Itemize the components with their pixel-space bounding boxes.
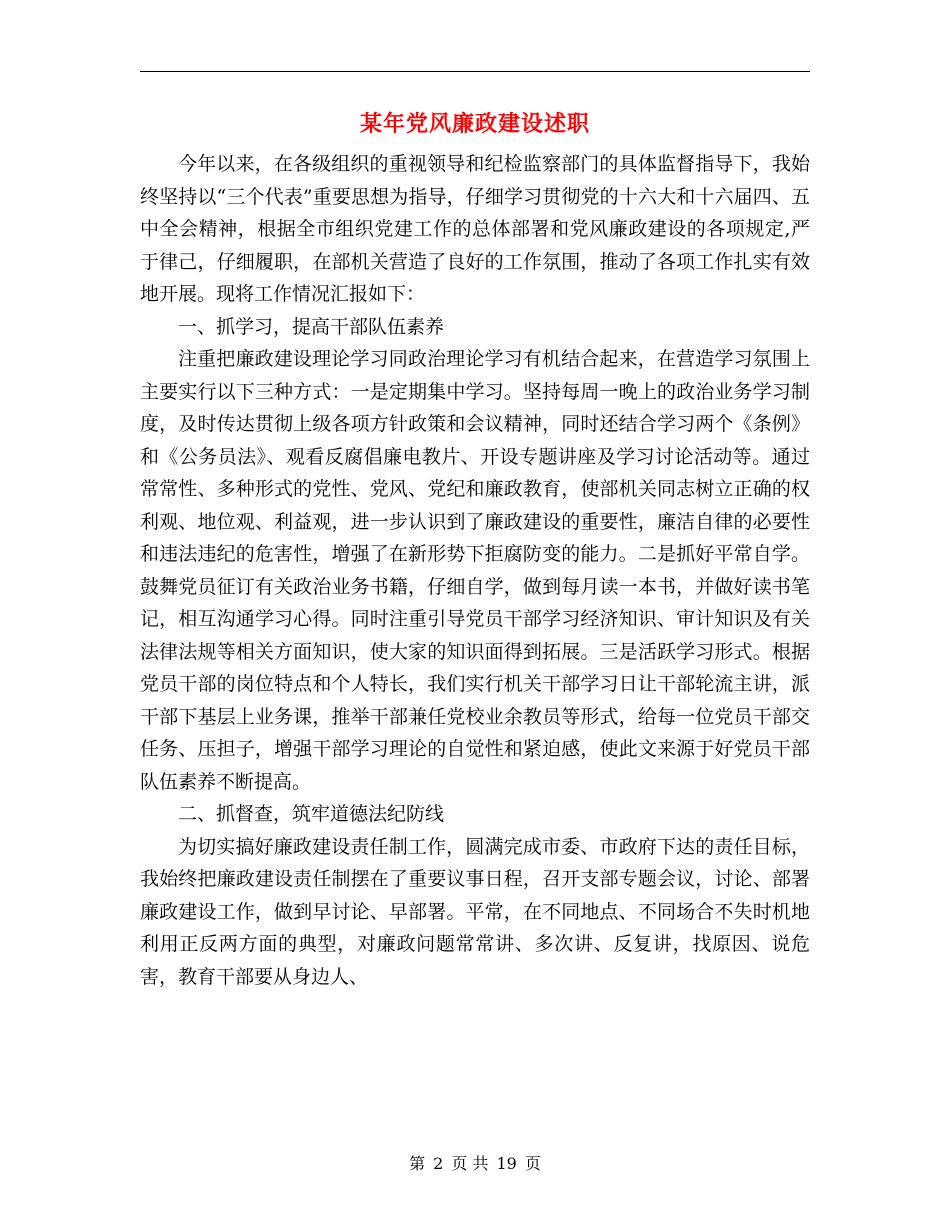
document-title: 某年党风廉政建设述职 bbox=[359, 111, 590, 137]
page-footer bbox=[0, 1152, 950, 1176]
section-heading-2: 二、抓督查，筑牢道德法纪防线 bbox=[178, 803, 445, 825]
header-rule bbox=[140, 71, 810, 72]
document-body bbox=[140, 148, 810, 993]
footer-suffix: 页 bbox=[524, 1154, 541, 1173]
current-page-number: 2 bbox=[433, 1154, 444, 1173]
section-heading-1: 一、抓学习，提高干部队伍素养 bbox=[178, 315, 445, 338]
paragraph-intro: 今年以来，在各级组织的重视领导和纪检监察部门的具体监督指导下，我始终坚持以“三个代表”重要思想为指导，仔细学习贯彻党的十六大和十六届四、五中全会精神，根据全市组织党建工作的总体部署和党风廉政建设的各项规定,严于律己，仔细履职，在部机关营造了良好的工作氛围，推动了各项工作扎实有效地开展。现将工作情况汇报如下： bbox=[140, 153, 810, 305]
paragraph-section-1: 注重把廉政建设理论学习同政治理论学习有机结合起来，在营造学习氛围上主要实行以下三种方式：一是定期集中学习。坚持每周一晚上的政治业务学习制度，及时传达贯彻上级各项方针政策和会议精神，同时还结合学习两个《条例》和《公务员法》、观看反腐倡廉电教片、开设专题讲座及学习讨论活动等。通过常常性、多种形式的党性、党风、党纪和廉政教育，使部机关同志树立正确的权利观、地位观、利益观，进一步认识到了廉政建设的重要性，廉洁自律的必要性和违法违纪的危害性，增强了在新形势下拒腐防变的能力。二是抓好平常自学。鼓舞党员征订有关政治业务书籍，仔细自学，做到每月读一本书，并做好读书笔记，相互沟通学习心得。同时注重引导党员干部学习经济知识、审计知识及有关法律法规等相关方面知识，使大家的知识面得到拓展。三是活跃学习形式。根据党员干部的岗位特点和个人特长，我们实行机关干部学习日让干部轮流主讲，派干部下基层上业务课，推举干部兼任党校业余教员等形式，给每一位党员干部交任务、压担子，增强干部学习理论的自觉性和紧迫感，使此文来源于好党员干部队伍素养不断提高。 bbox=[140, 348, 810, 793]
paragraph-section-2: 为切实搞好廉政建设责任制工作，圆满完成市委、市政府下达的责任目标，我始终把廉政建设责任制摆在了重要议事日程，召开支部专题会议，讨论、部署廉政建设工作，做到早讨论、早部署。平常，在不同地点、不同场合不失时机地利用正反两方面的典型，对廉政问题常常讲、多次讲、反复讲，找原因、说危害，教育干部要从身边人、 bbox=[140, 835, 810, 988]
footer-middle: 页 共 bbox=[451, 1154, 489, 1173]
total-page-count: 19 bbox=[496, 1154, 517, 1173]
footer-prefix: 第 bbox=[409, 1154, 426, 1173]
